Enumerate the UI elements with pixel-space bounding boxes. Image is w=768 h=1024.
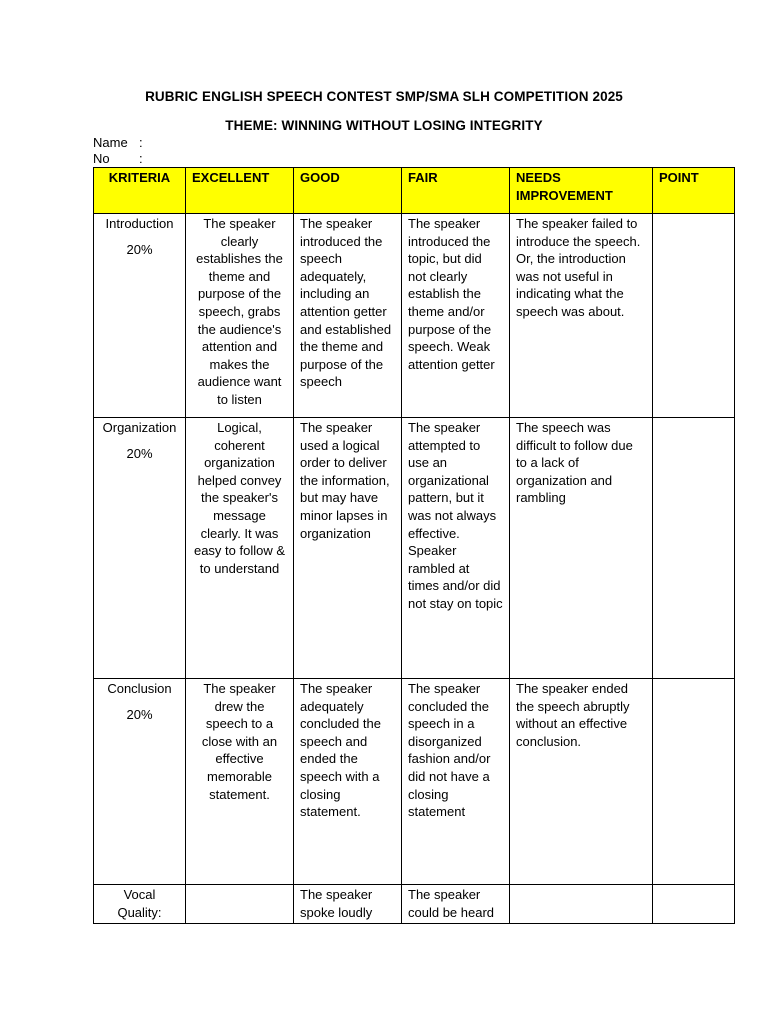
criteria-cell <box>94 418 186 679</box>
header-point: POINT <box>653 168 735 214</box>
header-excellent: EXCELLENT <box>186 168 294 214</box>
good-cell: The speaker introduced the speech adequately, including an attention getter and established the theme and purpose of the speech <box>294 214 402 418</box>
good-cell: The speaker spoke loudly <box>294 885 402 924</box>
table-row <box>94 418 735 679</box>
excellent-cell <box>186 885 294 924</box>
needs-improvement-cell: The speech was difficult to follow due to a lack of organization and rambling <box>510 418 653 679</box>
header-good: GOOD <box>294 168 402 214</box>
excellent-cell: The speaker drew the speech to a close with an effective memorable statement. <box>186 679 294 885</box>
needs-improvement-cell <box>510 885 653 924</box>
point-cell[interactable] <box>653 418 735 679</box>
needs-improvement-cell: The speaker failed to introduce the speech. Or, the introduction was not useful in indicating what the speech was about. <box>510 214 653 418</box>
table-row <box>94 214 735 418</box>
header-row <box>94 168 735 214</box>
criteria-name: Conclusion <box>107 681 172 696</box>
criteria-cell <box>94 679 186 885</box>
name-separator: : <box>139 135 143 150</box>
criteria-weight: 20% <box>126 706 153 722</box>
header-needs-improvement: NEEDS IMPROVEMENT <box>510 168 653 214</box>
fair-cell: The speaker concluded the speech in a disorganized fashion and/or did not have a closing statement <box>402 679 510 885</box>
number-label: No <box>93 151 110 166</box>
point-cell[interactable] <box>653 214 735 418</box>
criteria-weight: 20% <box>126 241 153 257</box>
good-cell: The speaker adequately concluded the speech and ended the speech with a closing statement. <box>294 679 402 885</box>
number-field <box>93 151 143 166</box>
document-title: RUBRIC ENGLISH SPEECH CONTEST SMP/SMA SLH COMPETITION 2025 <box>145 89 623 104</box>
good-cell: The speaker used a logical order to deliver the information, but may have minor lapses in organization <box>294 418 402 679</box>
criteria-name: Vocal Quality: <box>117 887 162 920</box>
criteria-cell <box>94 214 186 418</box>
fair-cell: The speaker attempted to use an organizational pattern, but it was not always effective. Speaker rambled at times and/or did not stay on topic <box>402 418 510 679</box>
excellent-cell: Logical, coherent organization helped convey the speaker's message clearly. It was easy to follow & to understand <box>186 418 294 679</box>
document-theme: THEME: WINNING WITHOUT LOSING INTEGRITY <box>225 118 543 133</box>
criteria-name: Organization <box>102 420 177 435</box>
point-cell[interactable] <box>653 885 735 924</box>
table-row <box>94 679 735 885</box>
criteria-weight: 20% <box>126 445 153 461</box>
header-fair: FAIR <box>402 168 510 214</box>
fair-cell: The speaker introduced the topic, but did not clearly establish the theme and/or purpose of the speech. Weak attention getter <box>402 214 510 418</box>
criteria-name: Introduction <box>105 216 174 231</box>
point-cell[interactable] <box>653 679 735 885</box>
header-kriteria: KRITERIA <box>94 168 186 214</box>
rubric-table <box>93 167 735 924</box>
table-row <box>94 885 735 924</box>
number-separator: : <box>139 151 143 166</box>
needs-improvement-cell: The speaker ended the speech abruptly without an effective conclusion. <box>510 679 653 885</box>
criteria-cell <box>94 885 186 924</box>
fair-cell: The speaker could be heard <box>402 885 510 924</box>
name-label: Name <box>93 135 128 150</box>
name-field <box>93 135 143 150</box>
excellent-cell: The speaker clearly establishes the theme and purpose of the speech, grabs the audience's attention and makes the audience want to listen <box>186 214 294 418</box>
